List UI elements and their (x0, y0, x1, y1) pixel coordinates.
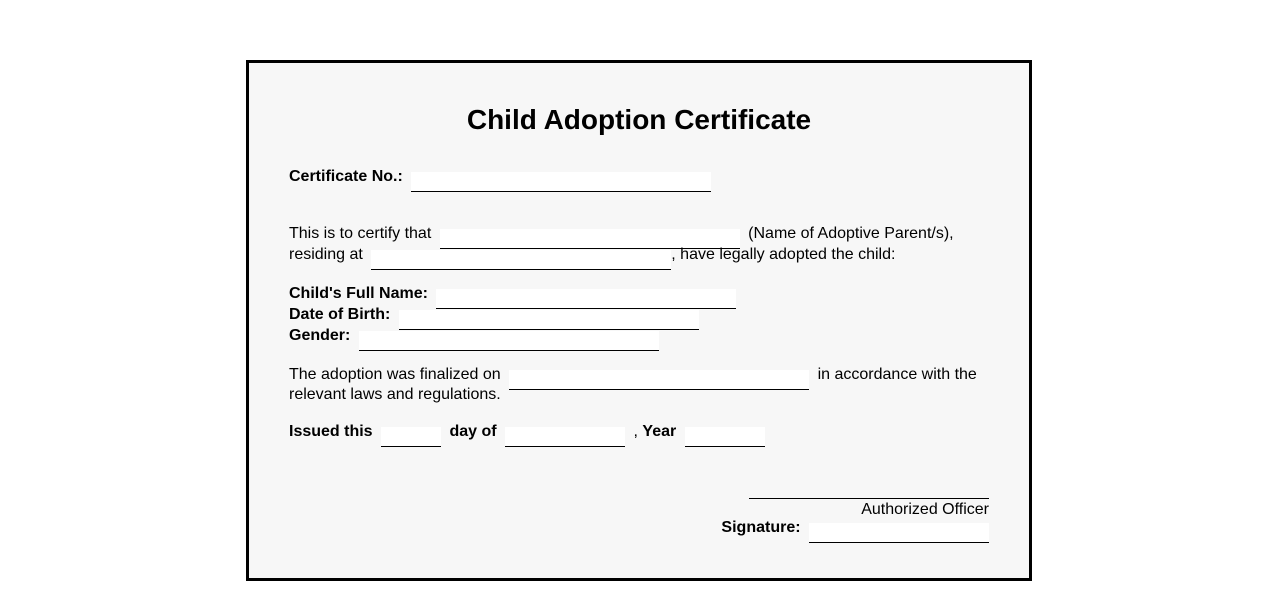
residence-field[interactable] (371, 250, 671, 270)
residing-label: residing at (289, 246, 363, 263)
signature-row (721, 518, 989, 543)
finalized-line-2-text: relevant laws and regulations. (289, 386, 501, 403)
certificate-number-row (289, 167, 715, 192)
gender-label: Gender: (289, 327, 351, 344)
issued-comma: , (633, 423, 638, 440)
certificate-number-label: Certificate No.: (289, 168, 403, 185)
certify-line-2 (289, 245, 895, 270)
signature-label: Signature: (721, 519, 801, 536)
residing-suffix-text: , have legally adopted the child: (671, 246, 896, 263)
issued-row (289, 422, 769, 447)
certificate-title: Child Adoption Certificate (466, 104, 812, 135)
issued-day-field[interactable] (381, 427, 441, 447)
issued-label: Issued this (289, 423, 373, 440)
finalized-prefix-text: The adoption was finalized on (289, 366, 501, 383)
finalized-suffix-text: in accordance with the (817, 366, 977, 383)
finalized-date-field[interactable] (509, 370, 809, 390)
adoptive-parent-hint-text: (Name of Adoptive Parent/s), (748, 225, 954, 242)
officer-signature-line (749, 498, 989, 499)
signature-field[interactable] (809, 523, 989, 543)
child-name-label: Child's Full Name: (289, 285, 428, 302)
authorized-officer-label: Authorized Officer (861, 501, 989, 518)
certificate-frame (246, 60, 1032, 581)
date-of-birth-label: Date of Birth: (289, 306, 391, 323)
finalized-line-2 (289, 385, 501, 405)
issued-year-field[interactable] (685, 427, 765, 447)
gender-field[interactable] (359, 331, 659, 351)
certify-prefix-text: This is to certify that (289, 225, 432, 242)
gender-row (289, 326, 663, 351)
day-of-label: day of (449, 423, 497, 440)
issued-month-field[interactable] (505, 427, 625, 447)
year-label: Year (642, 423, 677, 440)
certificate-number-field[interactable] (411, 172, 711, 192)
